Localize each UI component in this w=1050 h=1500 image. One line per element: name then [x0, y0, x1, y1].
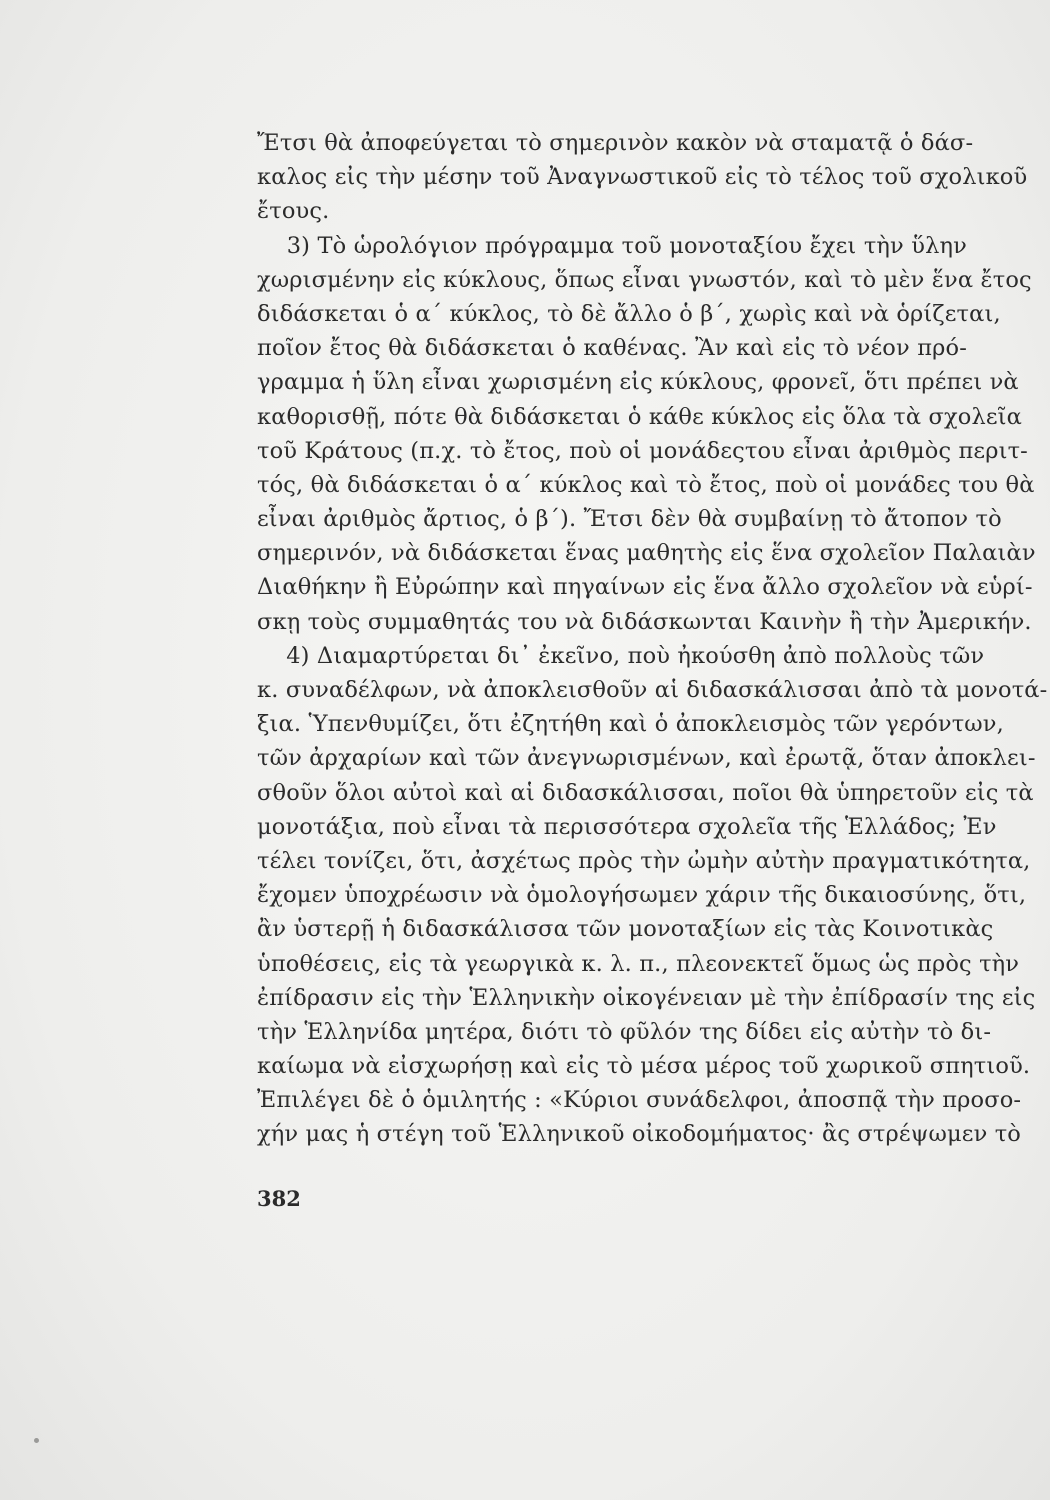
text-line: Ἔτσι θὰ ἀποφεύγεται τὸ σημερινὸν κακὸν νὰ σταματᾷ ὁ δάσ- [257, 130, 974, 156]
paper-speck [34, 1438, 39, 1443]
text-line: τῶν ἀρχαρίων καὶ τῶν ἀνεγνωρισμένων, καὶ ἐρωτᾷ, ὅταν ἀποκλει- [257, 745, 1036, 772]
text-line: Ἐπιλέγει δὲ ὁ ὁμιλητής : «Κύριοι συνάδελφοι, ἀποσπᾷ τὴν προσο- [257, 1087, 1022, 1114]
text-line: διδάσκεται ὁ α΄ κύκλος, τὸ δὲ ἄλλο ὁ β΄, χωρὶς καὶ νὰ ὁρίζεται, [257, 300, 1001, 327]
text-line: ὑποθέσεις, εἰς τὰ γεωργικὰ κ. λ. π., πλεονεκτεῖ ὅμως ὡς πρὸς τὴν [257, 950, 1020, 977]
body-text [257, 126, 1048, 1152]
text-line: σθοῦν ὅλοι αὐτοὶ καὶ αἱ διδασκάλισσαι, ποῖοι θὰ ὑπηρετοῦν εἰς τὰ [257, 779, 1034, 806]
text-line: γραμμα ἡ ὕλη εἶναι χωρισμένη εἰς κύκλους, φρονεῖ, ὅτι πρέπει νὰ [257, 369, 1019, 396]
text-line: Διαθήκην ἢ Εὐρώπην καὶ πηγαίνων εἰς ἕνα ἄλλο σχολεῖον νὰ εὑρί- [257, 574, 1033, 601]
text-line: ἔτους. [257, 198, 330, 225]
text-line: ἐπίδρασιν εἰς τὴν Ἑλληνικὴν οἰκογένειαν μὲ τὴν ἐπίδρασίν της εἰς [257, 984, 1036, 1011]
text-line: καλος εἰς τὴν μέσην τοῦ Ἀναγνωστικοῦ εἰς τὸ τέλος τοῦ σχολικοῦ [257, 164, 1028, 191]
text-line: χήν μας ἡ στέγη τοῦ Ἑλληνικοῦ οἰκοδομήματος· ἂς στρέψωμεν τὸ [257, 1121, 1022, 1148]
text-line: καίωμα νὰ εἰσχωρήσῃ καὶ εἰς τὸ μέσα μέρος τοῦ χωρικοῦ σπητιοῦ. [257, 1053, 1031, 1080]
text-line: κ. συναδέλφων, νὰ ἀποκλεισθοῦν αἱ διδασκάλισσαι ἀπὸ τὰ μονοτά- [257, 677, 1048, 703]
text-line: τοῦ Κράτους (π.χ. τὸ ἔτος, ποὺ οἱ μονάδεςτου εἶναι ἀριθμὸς περιτ- [257, 437, 1028, 464]
text-line: καθορισθῇ, πότε θὰ διδάσκεται ὁ κάθε κύκλος εἰς ὅλα τὰ σχολεῖα [257, 403, 1022, 430]
text-line: χωρισμένην εἰς κύκλους, ὅπως εἶναι γνωστόν, καὶ τὸ μὲν ἕνα ἔτος [257, 266, 1032, 293]
text-line: ἔχομεν ὑποχρέωσιν νὰ ὁμολογήσωμεν χάριν τῆς δικαιοσύνης, ὅτι, [257, 882, 1027, 909]
text-line: σημερινόν, νὰ διδάσκεται ἕνας μαθητὴς εἰς ἕνα σχολεῖον Παλαιὰν [257, 540, 1036, 567]
text-line: ἂν ὑστερῇ ἡ διδασκάλισσα τῶν μονοταξίων εἰς τὰς Κοινοτικὰς [257, 916, 994, 943]
text-line: 4) Διαμαρτύρεται δι᾽ ἐκεῖνο, ποὺ ἠκούσθη ἀπὸ πολλοὺς τῶν [257, 642, 985, 669]
text-line: τέλει τονίζει, ὅτι, ἀσχέτως πρὸς τὴν ὠμὴν αὐτὴν πραγματικότητα, [257, 847, 1031, 874]
text-line: 3) Τὸ ὡρολόγιον πρόγραμμα τοῦ μονοταξίου ἔχει τὴν ὕλην [257, 232, 967, 259]
text-line: σκῃ τοὺς συμμαθητάς του νὰ διδάσκωνται Καινὴν ἢ τὴν Ἀμερικήν. [257, 608, 1032, 635]
text-line: εἶναι ἀριθμὸς ἄρτιος, ὁ β΄). Ἔτσι δὲν θὰ συμβαίνῃ τὸ ἄτοπον τὸ [257, 506, 1002, 533]
page-number: 382 [257, 1186, 301, 1211]
text-line: ξια. Ὑπενθυμίζει, ὅτι ἐζητήθη καὶ ὁ ἀποκλεισμὸς τῶν γερόντων, [257, 711, 1004, 738]
text-line: τὴν Ἑλληνίδα μητέρα, διότι τὸ φῦλόν της δίδει εἰς αὐτὴν τὸ δι- [257, 1018, 992, 1045]
text-line: μονοτάξια, ποὺ εἶναι τὰ περισσότερα σχολεῖα τῆς Ἑλλάδος; Ἐν [257, 813, 997, 840]
text-line: τός, θὰ διδάσκεται ὁ α΄ κύκλος καὶ τὸ ἔτος, ποὺ οἱ μονάδες του θὰ [257, 471, 1035, 498]
text-line: ποῖον ἔτος θὰ διδάσκεται ὁ καθένας. Ἂν καὶ εἰς τὸ νέον πρό- [257, 335, 967, 362]
